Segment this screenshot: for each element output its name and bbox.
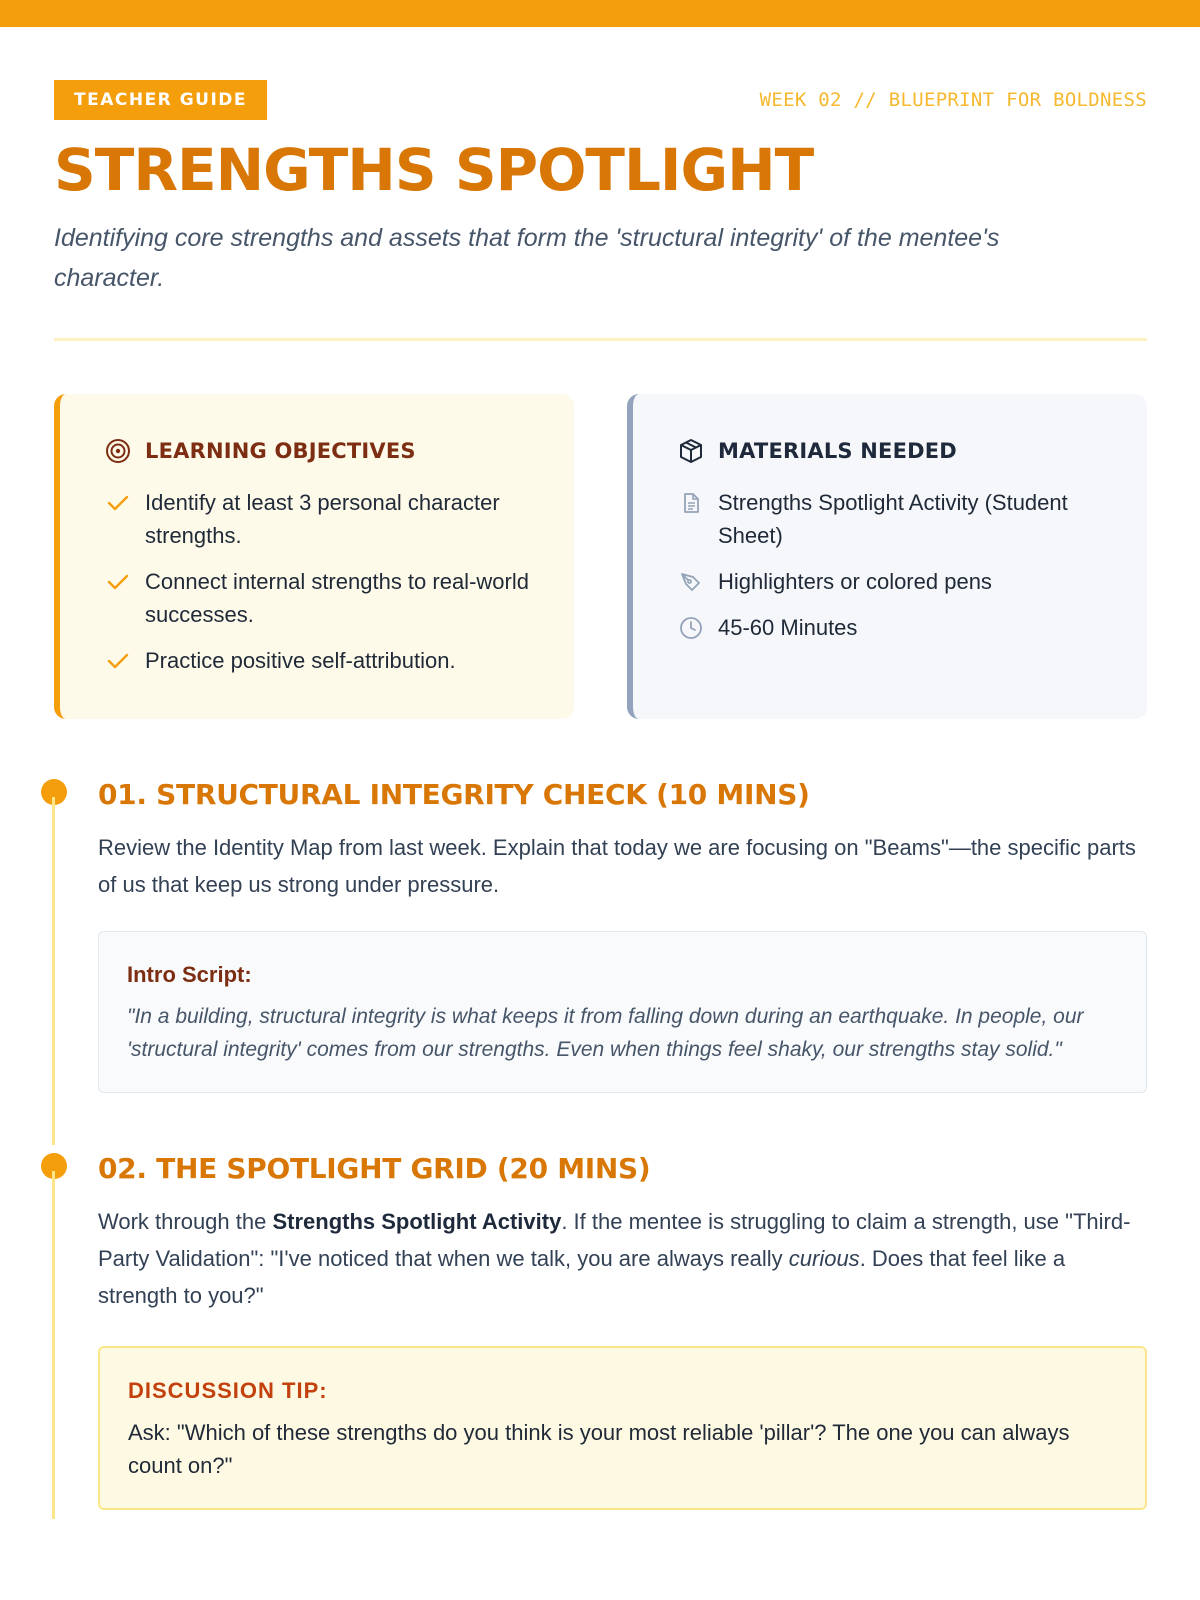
list-item xyxy=(105,565,574,631)
learning-objectives-header xyxy=(105,436,574,466)
objective-text: Practice positive self-attribution. xyxy=(145,648,456,673)
list-item xyxy=(105,644,574,677)
timeline-line xyxy=(52,797,55,1145)
material-text: Highlighters or colored pens xyxy=(718,569,992,594)
materials-list xyxy=(678,486,1147,644)
material-text: 45-60 Minutes xyxy=(718,615,858,640)
text-part: Work through the xyxy=(98,1209,273,1234)
target-icon xyxy=(105,438,131,464)
materials-needed-card xyxy=(627,394,1147,719)
document-icon xyxy=(678,486,704,519)
top-accent-bar xyxy=(0,0,1200,27)
objectives-list xyxy=(105,486,574,677)
list-item xyxy=(678,486,1147,552)
tip-label: DISCUSSION TIP: xyxy=(128,1378,328,1403)
list-item xyxy=(678,611,1147,644)
teacher-guide-page xyxy=(54,80,1147,1510)
list-item xyxy=(678,565,1147,598)
activity-name: Strengths Spotlight Activity xyxy=(272,1209,562,1234)
materials-needed-header xyxy=(678,436,1147,466)
timeline-line xyxy=(52,1171,55,1519)
section-text xyxy=(98,1203,1148,1314)
script-text: "In a building, structural integrity is what keeps it from falling down during an earthquake. In people, our 'structural integrity' comes from our strengths. Even when things feel shaky, our strengths stay solid." xyxy=(127,1005,1084,1061)
clock-icon xyxy=(678,611,704,644)
info-cards xyxy=(54,394,1147,719)
text-part: . Does that feel like a strength to you?" xyxy=(98,1246,1066,1308)
page-title: STRENGTHS SPOTLIGHT xyxy=(54,136,814,204)
text-part: . If the mentee is struggling to claim a strength, use "Third-Party Validation": "I've noticed that when we talk, you are always really xyxy=(98,1209,1131,1271)
header-row xyxy=(54,80,1147,120)
divider xyxy=(54,338,1147,341)
check-icon xyxy=(105,486,131,519)
box-icon xyxy=(678,438,704,464)
page-subtitle: Identifying core strengths and assets that form the 'structural integrity' of the mentee's character. xyxy=(54,224,1000,292)
script-label: Intro Script: xyxy=(127,962,252,987)
learning-objectives-card xyxy=(54,394,574,719)
materials-needed-title: MATERIALS NEEDED xyxy=(718,439,957,463)
teacher-guide-badge: TEACHER GUIDE xyxy=(54,80,267,120)
week-label: WEEK 02 // BLUEPRINT FOR BOLDNESS xyxy=(759,89,1147,111)
check-icon xyxy=(105,565,131,598)
objective-text: Identify at least 3 personal character strengths. xyxy=(145,490,500,548)
emphasis-word: curious xyxy=(788,1246,860,1271)
check-icon xyxy=(105,644,131,677)
tip-text: Ask: "Which of these strengths do you think is your most reliable 'pillar'? The one you can always count on?" xyxy=(128,1420,1070,1478)
section-title: 01. STRUCTURAL INTEGRITY CHECK (10 MINS) xyxy=(98,778,810,811)
objective-text: Connect internal strengths to real-world successes. xyxy=(145,569,529,627)
material-text: Strengths Spotlight Activity (Student Sheet) xyxy=(718,490,1068,548)
section-spotlight-grid xyxy=(54,1151,1147,1510)
section-text: Review the Identity Map from last week. Explain that today we are focusing on "Beams"—the specific parts of us that keep us strong under pressure. xyxy=(98,835,1136,897)
pen-icon xyxy=(678,565,704,598)
intro-script-box xyxy=(98,931,1147,1093)
learning-objectives-title: LEARNING OBJECTIVES xyxy=(145,439,416,463)
section-title: 02. THE SPOTLIGHT GRID (20 MINS) xyxy=(98,1152,651,1185)
list-item xyxy=(105,486,574,552)
discussion-tip-box xyxy=(98,1346,1147,1510)
section-structural-integrity xyxy=(54,777,1147,1093)
